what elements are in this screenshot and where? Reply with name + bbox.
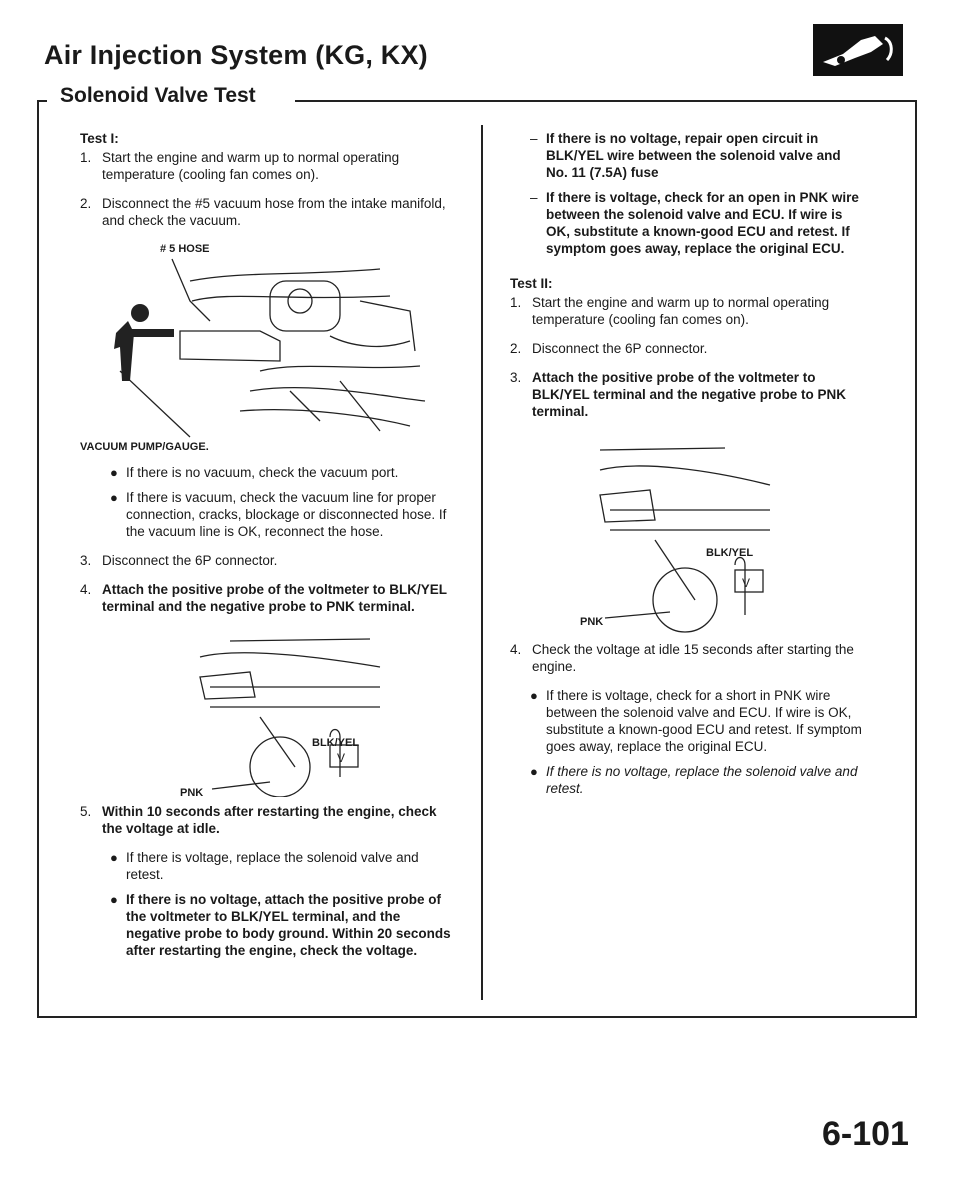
list-item: – If there is no voltage, repair open circuit in BLK/YEL wire between the solenoid valve and No. 11 (7.5A) fuse: [530, 131, 841, 180]
test1-step-1: 1. Start the engine and warm up to normal operating temperature (cooling fan comes on).: [80, 150, 400, 182]
pump-label: VACUUM PUMP/GAUGE.: [80, 441, 209, 453]
engine-illustration-icon: [80, 241, 452, 456]
connector-illustration-icon: [80, 627, 452, 797]
blk-yel-label: BLK/YEL: [706, 547, 754, 559]
page-title: Air Injection System (KG, KX): [44, 40, 428, 70]
voltage-results: [110, 849, 452, 959]
page-number: 6-101: [822, 1115, 909, 1153]
test-1-label: Test I:: [80, 131, 119, 146]
list-item: ● If there is no voltage, replace the solenoid valve and retest.: [530, 764, 858, 796]
test2-results: [530, 687, 865, 797]
list-item: ● If there is vacuum, check the vacuum line for proper connection, cracks, blockage or disconnected hose. If the vacuum line is OK, reconnect the hose.: [110, 490, 447, 539]
hose-label: # 5 HOSE: [160, 243, 210, 255]
test2-step-1: 1. Start the engine and warm up to normal operating temperature (cooling fan comes on).: [510, 295, 830, 327]
section-title: Solenoid Valve Test: [56, 84, 260, 108]
pnk-label: PNK: [180, 787, 204, 799]
list-item: – If there is voltage, check for an open in PNK wire between the solenoid valve and ECU. If wire is OK, substitute a known-good ECU and retest. If symptom goes away, replace the original ECU.: [530, 190, 859, 256]
test2-step-2: 2. Disconnect the 6P connector.: [510, 341, 708, 356]
list-item: ● If there is voltage, check for a short in PNK wire between the solenoid valve and ECU. If wire is OK, substitute a known-good ECU and retest. If symptom goes away, replace the original ECU.: [530, 688, 862, 754]
right-column: [510, 130, 865, 809]
vacuum-results: [110, 464, 452, 540]
list-item: ● If there is no vacuum, check the vacuum port.: [110, 465, 399, 480]
list-item: ● If there is no voltage, attach the positive probe of the voltmeter to BLK/YEL terminal, and the negative probe to body ground. Within 20 seconds after restarting the engine, check the voltage.: [110, 892, 451, 958]
blk-yel-label: BLK/YEL: [312, 737, 360, 749]
voltmeter-figure: [80, 627, 452, 797]
test2-step-3: 3. Attach the positive probe of the voltmeter to BLK/YEL terminal and the negative probe to PNK terminal.: [510, 370, 847, 419]
pnk-label: PNK: [580, 616, 604, 628]
test1-step-2: 2. Disconnect the #5 vacuum hose from the intake manifold, and check the vacuum.: [80, 196, 446, 228]
list-item: ● If there is voltage, replace the solenoid valve and retest.: [110, 850, 419, 882]
vacuum-hose-figure: [80, 241, 452, 456]
test2-step-4: 4. Check the voltage at idle 15 seconds after starting the engine.: [510, 642, 854, 674]
test1-step-4: 4. Attach the positive probe of the voltmeter to BLK/YEL terminal and the negative probe to PNK terminal.: [80, 582, 447, 614]
svg-text:V: V: [742, 576, 751, 590]
test1-step-3: 3. Disconnect the 6P connector.: [80, 553, 278, 568]
voltmeter-figure-2: [510, 440, 865, 635]
test-2-label: Test II:: [510, 276, 553, 291]
system-logo-icon: [813, 24, 903, 76]
svg-text:V: V: [337, 751, 346, 765]
connector-illustration-icon: [510, 440, 865, 635]
test1-step-5: 5. Within 10 seconds after restarting the engine, check the voltage at idle.: [80, 804, 437, 836]
left-column: [80, 130, 452, 971]
column-divider: [481, 125, 483, 1000]
